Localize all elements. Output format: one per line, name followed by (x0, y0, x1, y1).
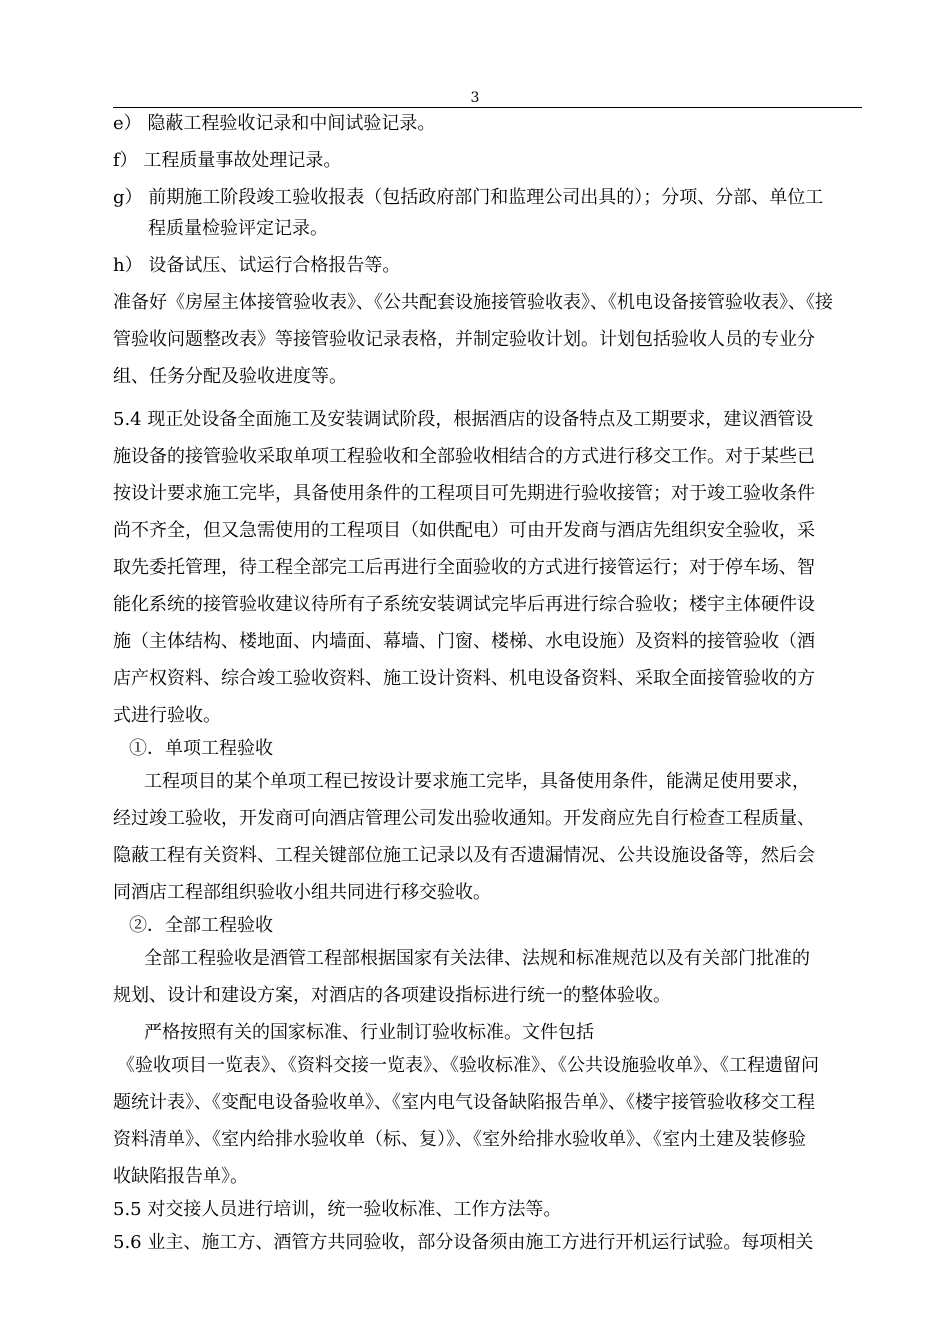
paragraph-line: 工程项目的某个单项工程已按设计要求施工完毕，具备使用条件，能满足使用要求， (144, 771, 810, 792)
paragraph-line: 管验收问题整改表》等接管验收记录表格，并制定验收计划。计划包括验收人员的专业分 (113, 329, 815, 350)
list-item-e: e） 隐蔽工程验收记录和中间试验记录。 (113, 113, 436, 134)
list-item-g-continued: 程质量检验评定记录。 (148, 218, 328, 239)
paragraph-line: 隐蔽工程有关资料、工程关键部位施工记录以及有否遗漏情况、公共设施设备等，然后会 (113, 845, 815, 866)
paragraph-line: 尚不齐全，但又急需使用的工程项目（如供配电）可由开发商与酒店先组织安全验收，采 (113, 520, 815, 541)
paragraph-line: 取先委托管理，待工程全部完工后再进行全面验收的方式进行接管运行；对于停车场、智 (113, 557, 815, 578)
subheading-single-project: ①．单项工程验收 (129, 738, 273, 759)
list-item-f: f） 工程质量事故处理记录。 (113, 150, 342, 171)
paragraph-line: 施设备的接管验收采取单项工程验收和全部验收相结合的方式进行移交工作。对于某些已 (113, 446, 815, 467)
paragraph-line: 资料清单》、《室内给排水验收单（标、复）》、《室外给排水验收单》、《室内土建及装修验 (113, 1129, 806, 1150)
paragraph-line: 准备好《房屋主体接管验收表》、《公共配套设施接管验收表》、《机电设备接管验收表》、《接 (113, 292, 833, 313)
header-divider (113, 107, 862, 108)
subheading-full-project: ②．全部工程验收 (129, 915, 273, 936)
paragraph-line: 题统计表》、《变配电设备验收单》、《室内电气设备缺陷报告单》、《楼宇接管验收移交工程 (113, 1092, 815, 1113)
paragraph-line: 组、任务分配及验收进度等。 (113, 366, 347, 387)
document-body (113, 109, 865, 1253)
paragraph-line: 式进行验收。 (113, 705, 221, 726)
paragraph-line: 收缺陷报告单》。 (113, 1166, 248, 1187)
paragraph-line: 按设计要求施工完毕，具备使用条件的工程项目可先期进行验收接管；对于竣工验收条件 (113, 483, 815, 504)
section-5-4-line: 5.4 现正处设备全面施工及安装调试阶段，根据酒店的设备特点及工期要求，建议酒管设 (113, 409, 814, 430)
list-item-g: g） 前期施工阶段竣工验收报表（包括政府部门和监理公司出具的）；分项、分部、单位工 (113, 187, 824, 208)
paragraph-line: 经过竣工验收，开发商可向酒店管理公司发出验收通知。开发商应先自行检查工程质量、 (113, 808, 815, 829)
paragraph-line: 能化系统的接管验收建议待所有子系统安装调试完毕后再进行综合验收；楼宇主体硬件设 (113, 594, 815, 615)
section-5-5-line: 5.5 对交接人员进行培训，统一验收标准、工作方法等。 (113, 1199, 562, 1220)
paragraph-line: 规划、设计和建设方案，对酒店的各项建设指标进行统一的整体验收。 (113, 985, 671, 1006)
section-5-6-line: 5.6 业主、施工方、酒管方共同验收，部分设备须由施工方进行开机运行试验。每项相关 (113, 1232, 814, 1253)
paragraph-line: 严格按照有关的国家标准、行业制订验收标准。文件包括 (144, 1022, 594, 1043)
paragraph-line: 《验收项目一览表》、《资料交接一览表》、《验收标准》、《公共设施验收单》、《工程遗留问 (117, 1055, 819, 1076)
list-item-h: h） 设备试压、试运行合格报告等。 (113, 255, 401, 276)
page-number: 3 (470, 90, 480, 106)
paragraph-line: 全部工程验收是酒管工程部根据国家有关法律、法规和标准规范以及有关部门批准的 (144, 948, 810, 969)
paragraph-line: 同酒店工程部组织验收小组共同进行移交验收。 (113, 882, 491, 903)
paragraph-line: 施（主体结构、楼地面、内墙面、幕墙、门窗、楼梯、水电设施）及资料的接管验收（酒 (113, 631, 815, 652)
paragraph-line: 店产权资料、综合竣工验收资料、施工设计资料、机电设备资料、采取全面接管验收的方 (113, 668, 815, 689)
